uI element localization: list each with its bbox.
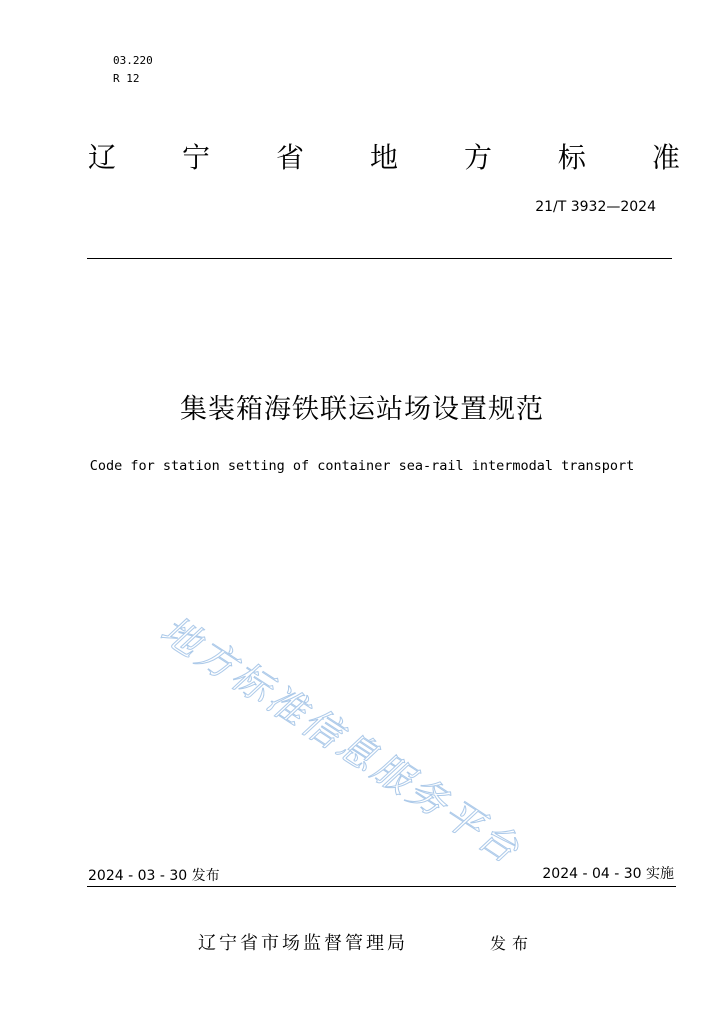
document-title-english: Code for station setting of container sea-rail intermodal transport (89, 458, 635, 474)
standard-type-char: 标 (557, 141, 586, 174)
standard-type-char: 辽 (88, 141, 117, 174)
issue-date: 2024 - 03 - 30 发布 (88, 868, 220, 884)
top-divider (87, 258, 672, 259)
document-title-chinese: 集装箱海铁联运站场设置规范 (180, 394, 544, 425)
ics-code: 03.220 (113, 54, 153, 67)
classification-codes (113, 52, 153, 88)
watermark: 地方标准信息服务平台 (153, 607, 530, 874)
standard-type-char: 准 (651, 141, 680, 174)
bottom-divider (87, 886, 676, 887)
publish-label: 发布 (490, 934, 535, 953)
standard-type-char: 地 (369, 141, 398, 174)
standard-type-heading (88, 140, 680, 176)
standard-number: 21/T 3932—2024 (535, 199, 656, 215)
standard-type-char: 方 (463, 141, 492, 174)
standard-type-char: 省 (275, 141, 304, 174)
publisher-name: 辽宁省市场监督管理局 (198, 933, 408, 954)
implementation-date: 2024 - 04 - 30 实施 (542, 866, 674, 882)
standard-type-char: 宁 (181, 141, 210, 174)
ccs-code: R 12 (113, 72, 140, 85)
